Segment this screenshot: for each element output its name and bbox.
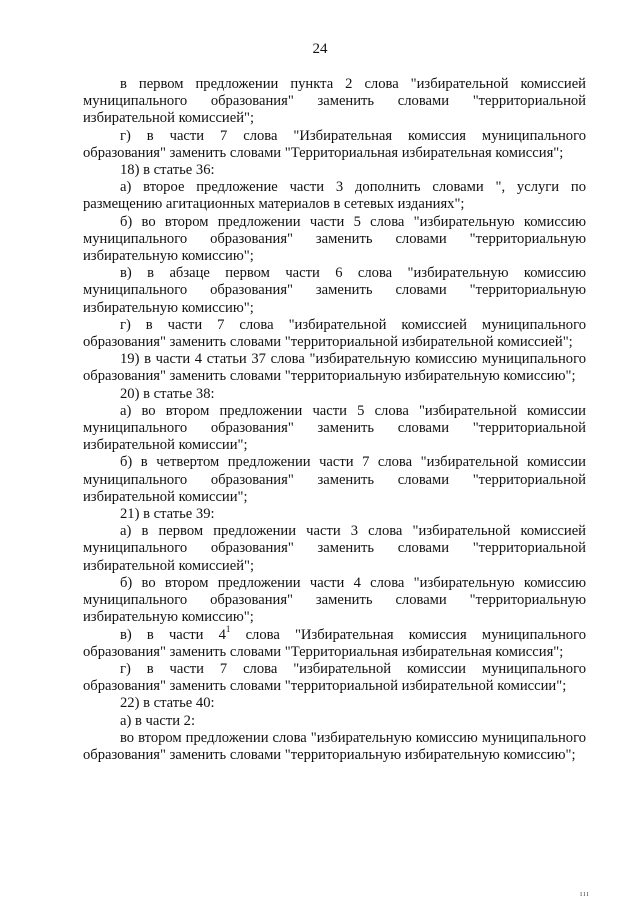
paragraph-3: 18) в статье 36: bbox=[120, 162, 215, 179]
paragraph-15 bbox=[83, 623, 586, 661]
paragraph-8: 19) в части 4 статьи 37 слова "избирательную комиссию муниципального образования" заменить словами "территориальную избирательную комиссию"; bbox=[83, 351, 586, 385]
paragraph-5: б) во втором предложении части 5 слова "избирательную комиссию муниципального образования" заменить словами "территориальную избирательную комиссию"; bbox=[83, 213, 586, 265]
paragraph-19: во втором предложении слова "избирательную комиссию муниципального образования" заменить словами "территориальную избирательную комиссию"; bbox=[83, 729, 586, 763]
paragraph-2: г) в части 7 слова "Избирательная комиссия муниципального образования" заменить словами "Территориальная избирательная комиссия"; bbox=[83, 127, 586, 161]
paragraph-10: а) во втором предложении части 5 слова "избирательной комиссии муниципального образования" заменить словами "территориальной избирательной комиссии"; bbox=[83, 402, 586, 454]
corner-mark: ııı bbox=[580, 889, 590, 898]
superscript-index: 1 bbox=[225, 623, 231, 634]
paragraph-16: г) в части 7 слова "избирательной комиссии муниципального образования" заменить словами "территориальной избирательной комиссии"; bbox=[83, 660, 586, 695]
paragraph-1: в первом предложении пункта 2 слова "избирательной комиссией муниципального образования" заменить словами "территориальной избирательной комиссией"; bbox=[83, 76, 586, 127]
paragraph-14: б) во втором предложении части 4 слова "избирательную комиссию муниципального образования" заменить словами "территориальную избирательную комиссию"; bbox=[83, 574, 586, 626]
paragraph-13: а) в первом предложении части 3 слова "избирательной комиссией муниципального образования" заменить словами "территориальной избирательной комиссией"; bbox=[83, 523, 586, 574]
paragraph-7: г) в части 7 слова "избирательной комиссией муниципального образования" заменить словами "территориальной избирательной комиссией"; bbox=[83, 316, 586, 351]
page-number: 24 bbox=[312, 41, 328, 57]
paragraph-12: 21) в статье 39: bbox=[120, 506, 215, 523]
paragraph-11: б) в четвертом предложении части 7 слова "избирательной комиссии муниципального образования" заменить словами "территориальной избирательной комиссии"; bbox=[83, 454, 586, 505]
paragraph-4: а) второе предложение части 3 дополнить словами ", услуги по размещению агитационных материалов в сетевых изданиях"; bbox=[83, 179, 586, 213]
paragraph-17: 22) в статье 40: bbox=[120, 695, 215, 712]
paragraph-15-before: в) в части 4 bbox=[120, 626, 226, 643]
document-body bbox=[83, 76, 586, 764]
paragraph-18: а) в части 2: bbox=[120, 712, 196, 729]
paragraph-9: 20) в статье 38: bbox=[120, 385, 215, 402]
paragraph-15-after: слова "Избирательная комиссия муниципального образования" заменить словами "Территориальная избирательная комиссия"; bbox=[83, 626, 586, 660]
paragraph-6: в) в абзаце первом части 6 слова "избирательную комиссию муниципального образования" заменить словами "территориальную избирательную комиссию"; bbox=[83, 265, 586, 316]
